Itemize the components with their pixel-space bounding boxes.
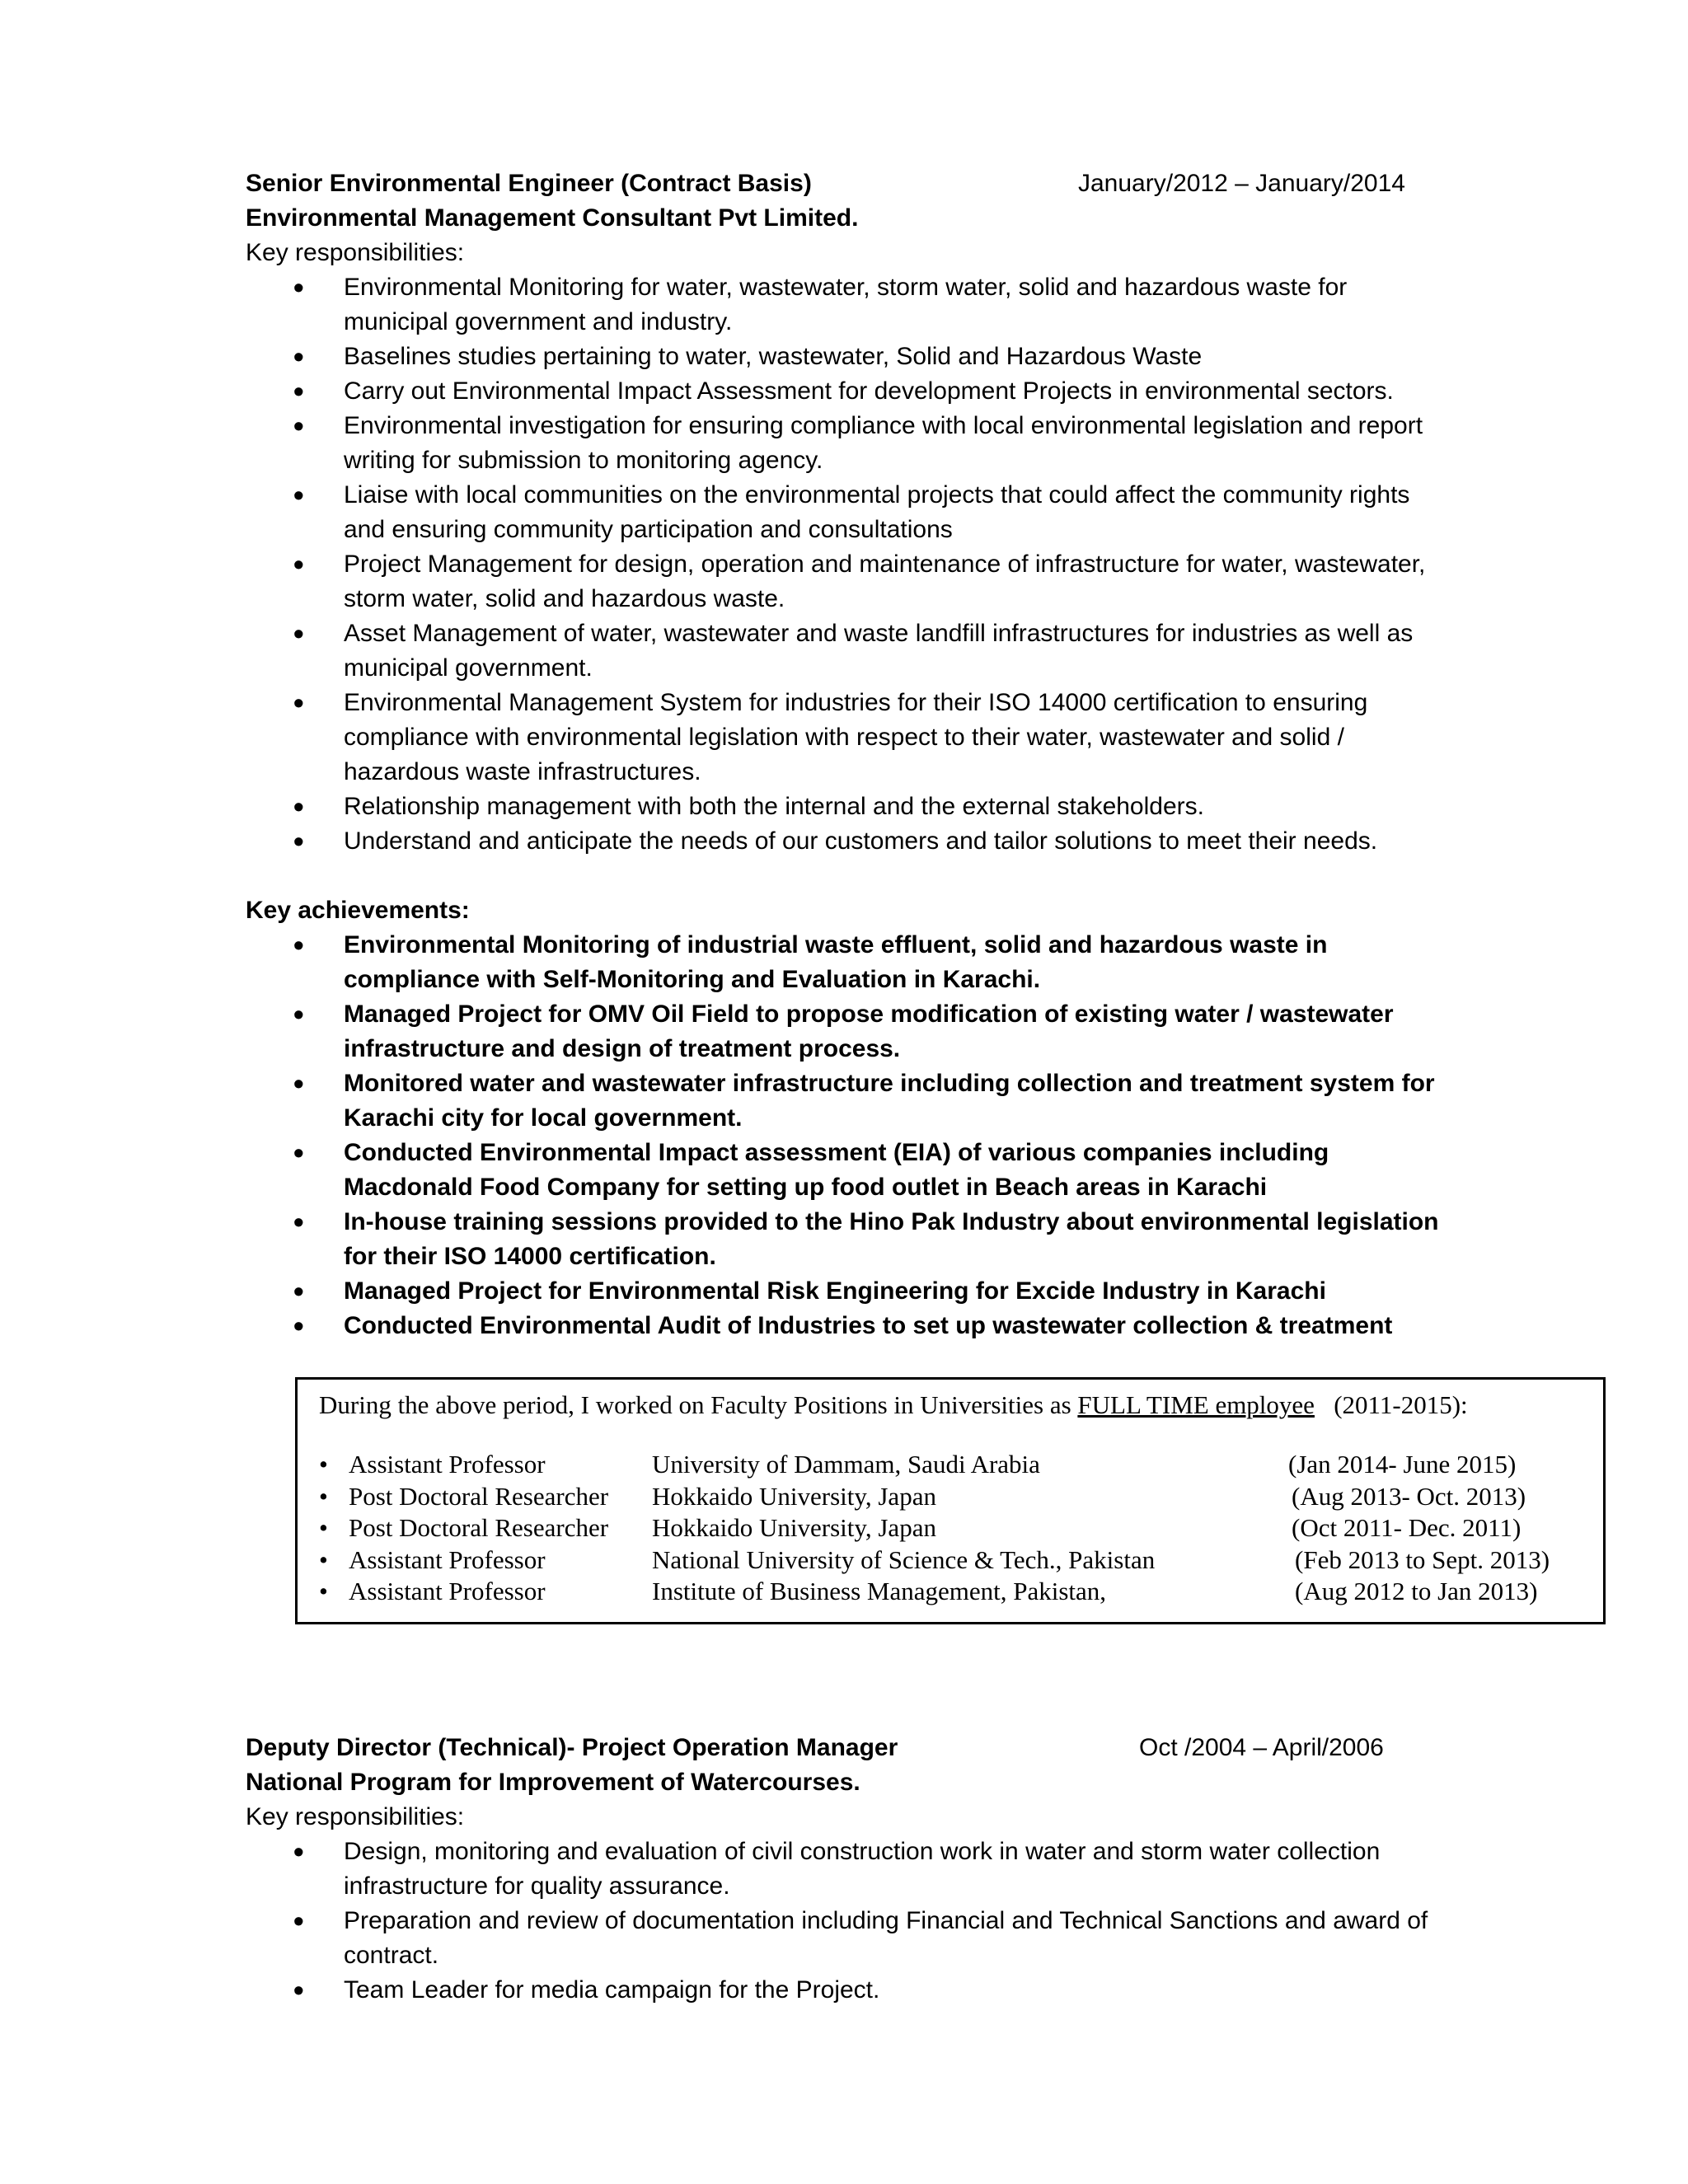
job-header <box>246 1731 1449 1765</box>
list-item: • Team Leader for media campaign for the Project. <box>246 1973 1448 2008</box>
responsibilities-label: Key responsibilities: <box>246 239 465 266</box>
list-item: • Preparation and review of documentation including Financial and Technical Sanctions and award of contract. <box>246 1904 1448 1973</box>
bullet-icon: • <box>319 1577 328 1605</box>
faculty-institution: University of Dammam, Saudi Arabia <box>652 1450 1040 1479</box>
list-item: • Liaise with local communities on the environmental projects that could affect the community rights and ensuring community participation and consultations <box>246 478 1448 547</box>
faculty-institution: Hokkaido University, Japan <box>652 1481 936 1511</box>
list-item: • Managed Project for OMV Oil Field to propose modification of existing water / wastewater infrastructure and design of treatment process. <box>246 997 1448 1066</box>
responsibilities-list <box>246 1835 1449 2008</box>
table-row <box>319 1576 1597 1608</box>
faculty-position: Post Doctoral Researcher <box>349 1481 609 1511</box>
list-item: • Conducted Environmental Audit of Industries to set up wastewater collection & treatment <box>246 1309 1448 1343</box>
list-item: • Conducted Environmental Impact assessment (EIA) of various companies including Macdonald Food Company for setting up food outlet in Beach areas in Karachi <box>246 1136 1448 1205</box>
bullet-icon: • <box>319 1481 328 1511</box>
job-dates: Oct /2004 – April/2006 <box>1139 1734 1384 1761</box>
faculty-dates: (Aug 2012 to Jan 2013) <box>1295 1577 1538 1605</box>
achievements-label: Key achievements: <box>246 897 470 924</box>
achievements-list <box>246 928 1449 1343</box>
list-item: • Environmental Monitoring for water, wastewater, storm water, solid and hazardous waste for municipal government and industry. <box>246 270 1448 340</box>
list-item: • Design, monitoring and evaluation of civil construction work in water and storm water collection infrastructure for quality assurance. <box>246 1835 1448 1904</box>
list-item: • In-house training sessions provided to the Hino Pak Industry about environmental legislation for their ISO 14000 certification. <box>246 1205 1448 1274</box>
table-row <box>319 1544 1597 1577</box>
full-time-employee-text: FULL TIME employee <box>1077 1390 1315 1419</box>
table-row <box>319 1481 1597 1513</box>
faculty-position: Assistant Professor <box>349 1450 546 1479</box>
list-item: • Project Management for design, operation and maintenance of infrastructure for water, wastewater, storm water, solid and hazardous waste. <box>246 547 1448 616</box>
job-organization: National Program for Improvement of Watercourses. <box>246 1769 860 1796</box>
list-item: • Carry out Environmental Impact Assessment for development Projects in environmental sectors. <box>246 374 1448 409</box>
responsibilities-label: Key responsibilities: <box>246 1803 465 1830</box>
table-row <box>319 1449 1597 1481</box>
faculty-positions-box <box>295 1377 1606 1624</box>
faculty-dates: (Jan 2014- June 2015) <box>1288 1450 1517 1479</box>
job-dates: January/2012 – January/2014 <box>1078 170 1405 197</box>
faculty-dates: (Feb 2013 to Sept. 2013) <box>1295 1544 1550 1574</box>
spacer <box>246 859 1449 893</box>
job-title: Deputy Director (Technical)- Project Operation Manager <box>246 1734 898 1761</box>
list-item: • Environmental Monitoring of industrial waste effluent, solid and hazardous waste in compliance with Self-Monitoring and Evaluation in Karachi. <box>246 928 1448 997</box>
list-item: • Environmental Management System for industries for their ISO 14000 certification to ensuring compliance with environmental legislation with respect to their water, wastewater and solid / hazardous waste infrastructures. <box>246 686 1448 790</box>
faculty-intro <box>319 1390 1468 1422</box>
bullet-icon: • <box>319 1544 328 1574</box>
faculty-intro-text: During the above period, I worked on Faculty Positions in Universities as <box>319 1390 1078 1419</box>
list-item: • Asset Management of water, wastewater and waste landfill infrastructures for industries as well as municipal government. <box>246 616 1448 686</box>
faculty-position: Assistant Professor <box>349 1577 546 1605</box>
list-item: • Understand and anticipate the needs of our customers and tailor solutions to meet their needs. <box>246 824 1448 859</box>
job-section-deputy-director <box>246 1731 1449 2008</box>
faculty-dates: (Aug 2013- Oct. 2013) <box>1292 1481 1526 1511</box>
faculty-dates: (Oct 2011- Dec. 2011) <box>1292 1513 1522 1542</box>
table-row <box>319 1512 1597 1544</box>
faculty-position: Post Doctoral Researcher <box>349 1513 609 1542</box>
faculty-institution: National University of Science & Tech., Pakistan <box>652 1544 1156 1574</box>
job-title: Senior Environmental Engineer (Contract Basis) <box>246 170 812 197</box>
faculty-institution: Institute of Business Management, Pakistan, <box>652 1577 1107 1605</box>
responsibilities-list <box>246 270 1449 859</box>
list-item: • Baselines studies pertaining to water, wastewater, Solid and Hazardous Waste <box>246 340 1448 374</box>
faculty-period-text: (2011-2015): <box>1314 1390 1468 1419</box>
job-organization: Environmental Management Consultant Pvt Limited. <box>246 204 859 232</box>
bullet-icon: • <box>319 1450 328 1479</box>
list-item: • Monitored water and wastewater infrastructure including collection and treatment system for Karachi city for local government. <box>246 1066 1448 1136</box>
list-item: • Relationship management with both the internal and the external stakeholders. <box>246 790 1448 824</box>
faculty-position: Assistant Professor <box>349 1544 546 1574</box>
list-item: • Environmental investigation for ensuring compliance with local environmental legislation and report writing for submission to monitoring agency. <box>246 409 1448 478</box>
job-section-senior-environmental-engineer <box>246 166 1449 1343</box>
list-item: • Managed Project for Environmental Risk Engineering for Excide Industry in Karachi <box>246 1274 1448 1309</box>
job-header <box>246 166 1449 201</box>
faculty-rows <box>319 1449 1597 1608</box>
bullet-icon: • <box>319 1513 328 1542</box>
faculty-institution: Hokkaido University, Japan <box>652 1513 936 1542</box>
